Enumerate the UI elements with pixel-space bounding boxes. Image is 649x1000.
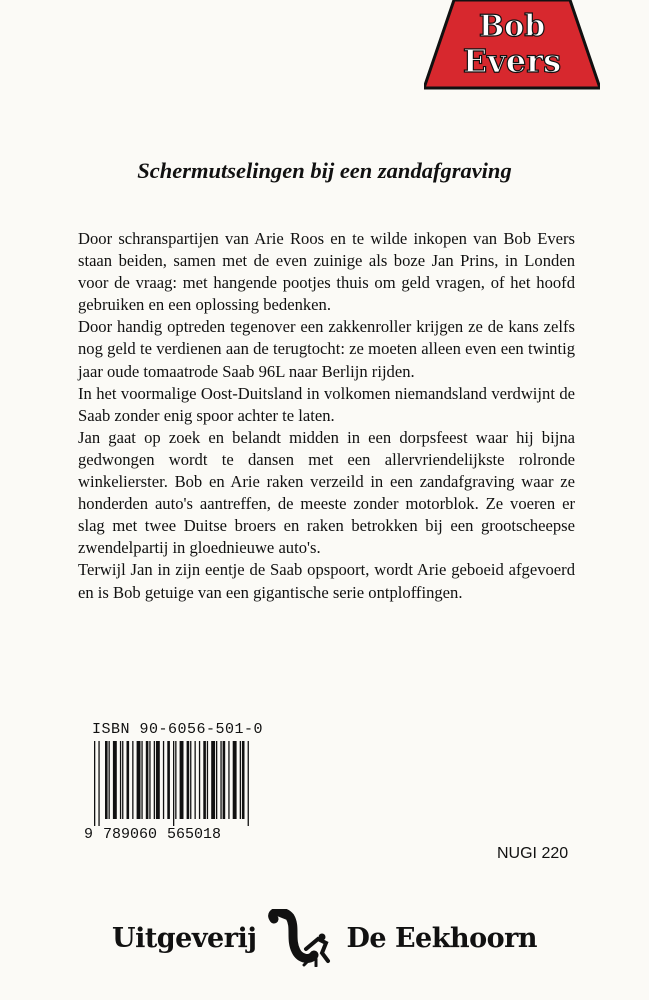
barcode-bar	[94, 741, 95, 826]
barcode-digits-left: 789060	[103, 826, 158, 843]
barcode-bar	[207, 741, 208, 819]
isbn-number: ISBN 90-6056-501-0	[92, 721, 264, 738]
barcode-bar	[240, 741, 241, 819]
blurb-paragraph: Terwijl Jan in zijn eentje de Saab opspoort, wordt Arie geboeid afgevoerd en is Bob getuige van een gigantische serie ontploffingen.	[78, 560, 575, 602]
barcode-bar	[156, 741, 160, 819]
logo-line-1: Bob	[478, 9, 546, 44]
barcode-bar	[220, 741, 221, 819]
barcode-digit-lead: 9	[84, 826, 94, 843]
barcode-bar	[141, 741, 142, 819]
barcode-bar	[120, 741, 121, 819]
nugi-code: NUGI 220	[497, 845, 569, 862]
barcode	[92, 741, 252, 826]
barcode-bar	[132, 741, 133, 819]
back-cover-blurb	[78, 228, 575, 604]
barcode-bar	[137, 741, 141, 819]
barcode-bar	[223, 741, 226, 819]
barcode-bar	[242, 741, 245, 819]
logo-line-2: Evers	[462, 42, 562, 80]
barcode-bar	[233, 741, 237, 819]
barcode-bar	[190, 741, 191, 819]
barcode-bar	[127, 741, 130, 819]
publisher-imprint	[0, 908, 649, 968]
barcode-bar	[228, 741, 229, 819]
barcode-bar	[173, 741, 174, 826]
blurb-paragraph: Jan gaat op zoek en belandt midden in een dorpsfeest waar hij bijna gedwongen wordt te dansen met een allervriendelijkste rolronde winkelierster. Bob en Arie raken verzeild in een zandafgraving waar ze honderden auto's aantreffen, de meeste zonder motorblok. Ze voeren er slag met twee Duitse broers en raken betrokken bij een grootscheepse zwendelpartij in gloednieuwe auto's.	[78, 427, 575, 558]
blurb-paragraph: Door handig optreden tegenover een zakkenroller krijgen ze de kans zelfs nog geld te verdienen aan de terugtocht: ze moeten alleen even een twintig jaar oude tomaatrode Saab 96L naar Berlijn rijden.	[78, 317, 575, 381]
barcode-bar	[180, 741, 184, 819]
book-subtitle: Schermutselingen bij een zandafgraving	[137, 158, 512, 183]
barcode-bar	[211, 741, 215, 819]
squirrel-icon	[266, 909, 336, 967]
barcode-bar	[203, 741, 206, 819]
barcode-bar	[163, 741, 164, 819]
blurb-paragraph: In het voormalige Oost-Duitsland in volkomen niemandsland verdwijnt de Saab zonder enig spoor achter te laten.	[78, 383, 575, 425]
barcode-bar	[175, 741, 176, 819]
barcode-digits	[84, 826, 256, 843]
blurb-paragraph: Door schranspartijen van Arie Roos en te wilde inkopen van Bob Evers staan beiden, samen met de even zuinige als boze Jan Prins, in Londen voor de vraag: met hangende pootjes thuis om geld vragen, of het hoofd gebruiken en een oplossing bedenken.	[78, 229, 575, 315]
barcode-bar	[146, 741, 149, 819]
barcode-bar	[149, 741, 150, 819]
barcode-bar	[248, 741, 249, 826]
barcode-bar	[199, 741, 200, 819]
barcode-bar	[105, 741, 108, 819]
barcode-bar	[113, 741, 117, 819]
barcode-bar	[154, 741, 155, 819]
barcode-digits-right: 565018	[167, 826, 222, 843]
barcode-bar	[216, 741, 217, 819]
barcode-bar	[167, 741, 170, 819]
barcode-bar	[195, 741, 196, 819]
barcode-bar	[187, 741, 190, 819]
barcode-bar	[122, 741, 123, 819]
publisher-name-right: De Eekhoorn	[346, 922, 537, 954]
bob-evers-logo	[424, 0, 600, 92]
publisher-name-left: Uitgeverij	[112, 922, 257, 954]
barcode-bar	[98, 741, 99, 826]
barcode-bar	[109, 741, 110, 819]
